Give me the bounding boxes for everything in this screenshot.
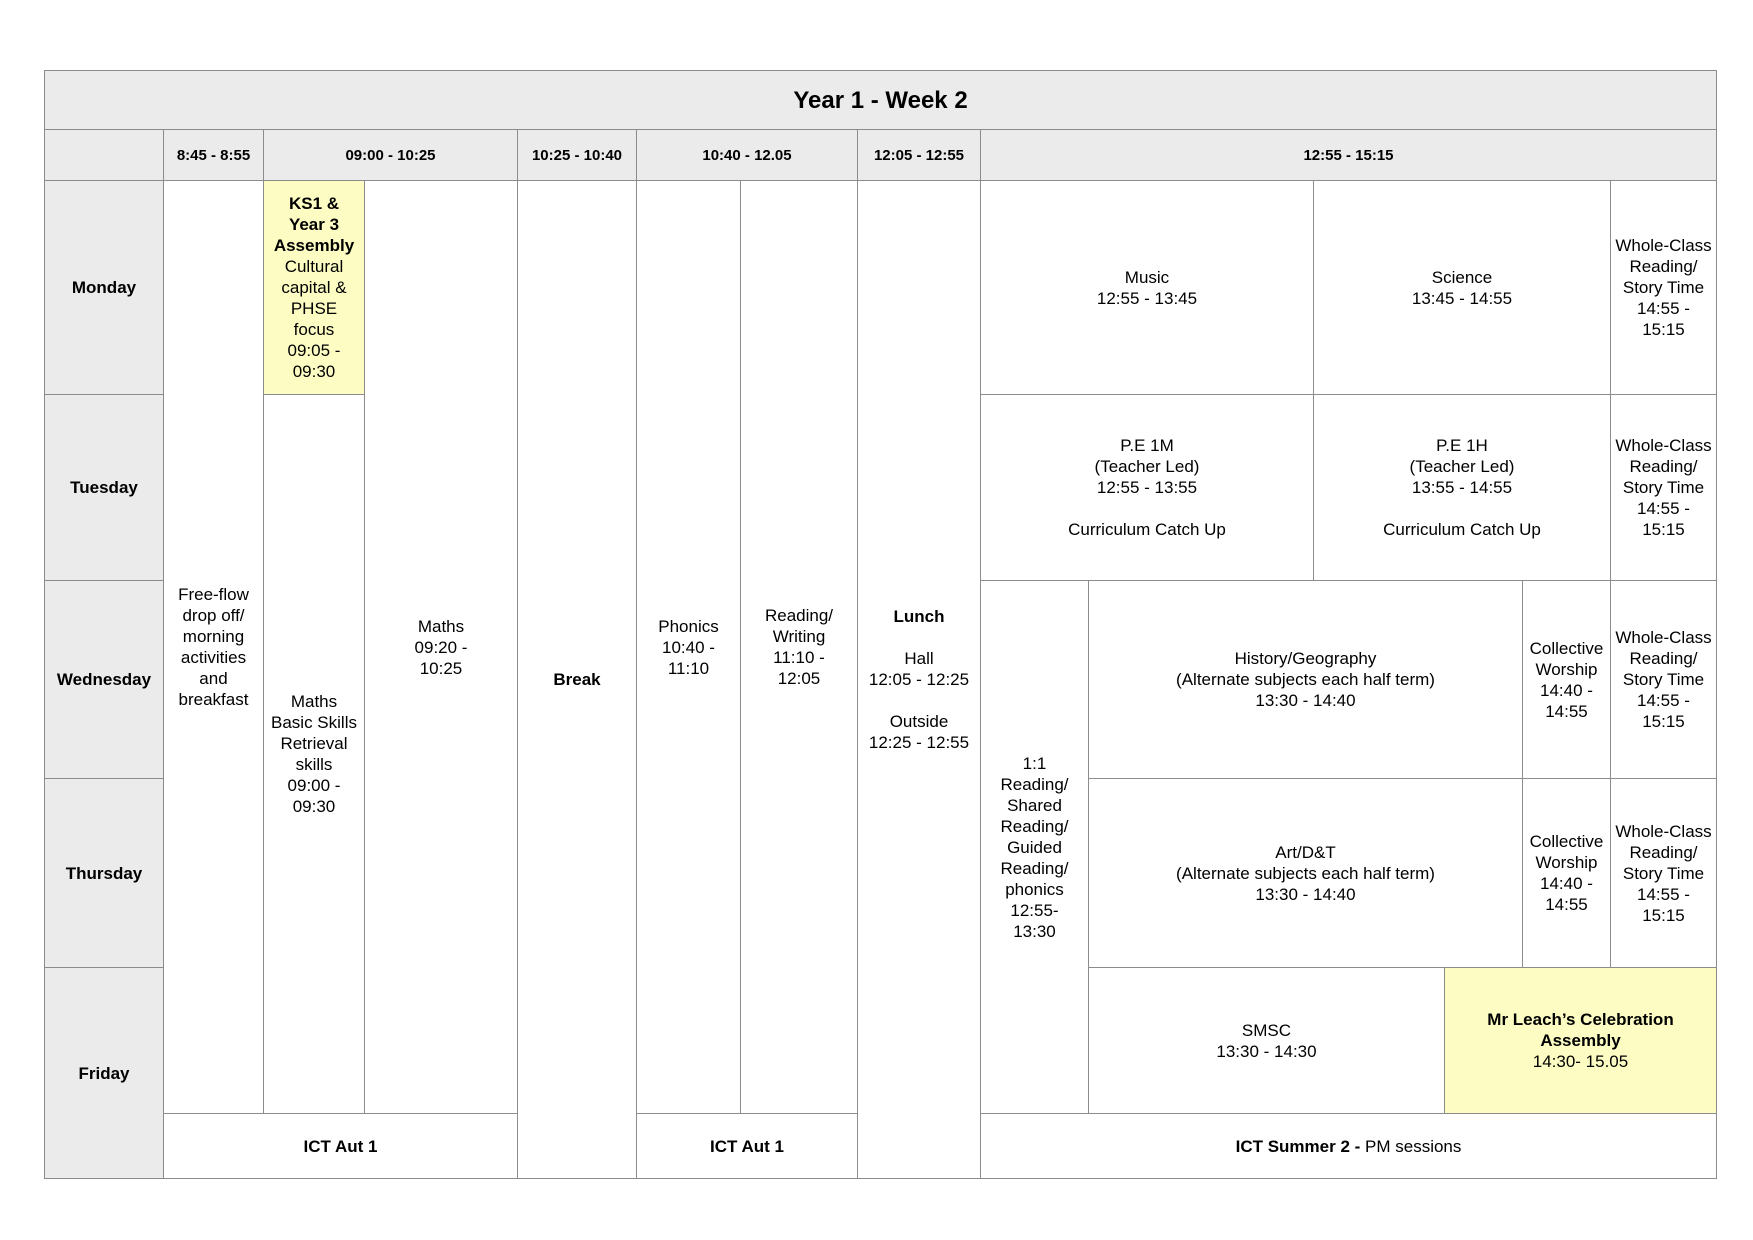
- maths-text: Maths 09:20 - 10:25: [414, 616, 468, 678]
- time-header-1205: 12:05 - 12:55: [857, 129, 981, 181]
- one-to-one-reading-text: 1:1 Reading/ Shared Reading/ Guided Reading/ phonics 12:55- 13:30: [1000, 753, 1069, 941]
- story-time-wednesday-text: Whole-Class Reading/ Story Time 14:55 - 15:15: [1615, 628, 1712, 731]
- phonics-text: Phonics 10:40 - 11:10: [658, 616, 719, 678]
- collective-worship-thursday-cell: [1522, 778, 1611, 968]
- art-dt-cell: [1088, 778, 1523, 968]
- collective-worship-wednesday-text: Collective Worship 14:40 - 14:55: [1529, 638, 1604, 721]
- ict-summer2-text: PM sessions: [1365, 1136, 1462, 1156]
- music-text: Music 12:55 - 13:45: [1096, 267, 1198, 308]
- maths-cell: [364, 180, 518, 1114]
- freeflow-cell: [163, 180, 264, 1114]
- art-dt-text: Art/D&T (Alternate subjects each half term) 13:30 - 14:40: [1176, 842, 1435, 904]
- ict-summer2-cell: [980, 1113, 1717, 1179]
- science-cell: [1313, 180, 1611, 395]
- pe-1h-cell: [1313, 394, 1611, 581]
- corner-header: [44, 129, 164, 181]
- day-monday: Monday: [44, 180, 164, 395]
- lunch-text: Hall 12:05 - 12:25 Outside 12:25 - 12:55: [868, 649, 970, 752]
- story-time-monday-text: Whole-Class Reading/ Story Time 14:55 - 15:15: [1615, 236, 1712, 339]
- smsc-text: SMSC 13:30 - 14:30: [1216, 1020, 1317, 1061]
- one-to-one-reading-cell: [980, 580, 1089, 1114]
- pe-1h-text: P.E 1H (Teacher Led) 13:55 - 14:55 Curriculum Catch Up: [1383, 436, 1541, 539]
- celebration-assembly-title: Mr Leach’s Celebration Assembly: [1487, 1010, 1674, 1050]
- ict-aut1-morning-text: ICT Aut 1: [303, 1136, 378, 1156]
- music-cell: [980, 180, 1314, 395]
- story-time-wednesday-cell: [1610, 580, 1717, 779]
- story-time-tuesday-cell: [1610, 394, 1717, 581]
- assembly-title: KS1 & Year 3 Assembly: [273, 194, 355, 255]
- time-header-1025: 10:25 - 10:40: [517, 129, 637, 181]
- assembly-cell: [263, 180, 365, 395]
- day-thursday: Thursday: [44, 778, 164, 968]
- story-time-tuesday-text: Whole-Class Reading/ Story Time 14:55 - 15:15: [1615, 436, 1712, 539]
- time-header-1255: 12:55 - 15:15: [980, 129, 1717, 181]
- pe-1m-cell: [980, 394, 1314, 581]
- celebration-assembly-text: 14:30- 15.05: [1532, 1052, 1629, 1071]
- history-geography-text: History/Geography (Alternate subjects each half term) 13:30 - 14:40: [1176, 649, 1435, 710]
- reading-writing-text: Reading/ Writing 11:10 - 12:05: [764, 606, 834, 688]
- day-tuesday: Tuesday: [44, 394, 164, 581]
- pe-1m-text: P.E 1M (Teacher Led) 12:55 - 13:55 Curriculum Catch Up: [1068, 436, 1226, 539]
- smsc-cell: [1088, 967, 1445, 1114]
- assembly-text: Cultural capital & PHSE focus 09:05 - 09:30: [281, 257, 347, 381]
- day-friday: Friday: [44, 967, 164, 1179]
- science-text: Science 13:45 - 14:55: [1411, 267, 1513, 308]
- time-header-0900: 09:00 - 10:25: [263, 129, 518, 181]
- collective-worship-wednesday-cell: [1522, 580, 1611, 779]
- ict-aut1-morning-cell: [163, 1113, 518, 1179]
- timetable-title: Year 1 - Week 2: [44, 70, 1717, 130]
- basic-skills-text: Maths Basic Skills Retrieval skills 09:00 - 09:30: [271, 692, 357, 816]
- time-header-0845: 8:45 - 8:55: [163, 129, 264, 181]
- story-time-thursday-cell: [1610, 778, 1717, 968]
- history-geography-cell: [1088, 580, 1523, 779]
- phonics-cell: [636, 180, 741, 1114]
- break-cell: [517, 180, 637, 1179]
- reading-writing-cell: [740, 180, 858, 1114]
- collective-worship-thursday-text: Collective Worship 14:40 - 14:55: [1529, 832, 1604, 914]
- ict-aut1-midday-text: ICT Aut 1: [710, 1136, 784, 1156]
- story-time-monday-cell: [1610, 180, 1717, 395]
- celebration-assembly-cell: [1444, 967, 1717, 1114]
- story-time-thursday-text: Whole-Class Reading/ Story Time 14:55 - 15:15: [1615, 821, 1712, 925]
- time-header-1040: 10:40 - 12.05: [636, 129, 858, 181]
- ict-summer2-title: ICT Summer 2 -: [1235, 1136, 1366, 1156]
- ict-aut1-midday-cell: [636, 1113, 858, 1179]
- freeflow-text: Free-flow drop off/ morning activities and breakfast: [178, 585, 249, 709]
- lunch-title: Lunch: [893, 607, 945, 626]
- break-text: Break: [553, 670, 601, 689]
- lunch-cell: [857, 180, 981, 1179]
- basic-skills-cell: [263, 394, 365, 1114]
- day-wednesday: Wednesday: [44, 580, 164, 779]
